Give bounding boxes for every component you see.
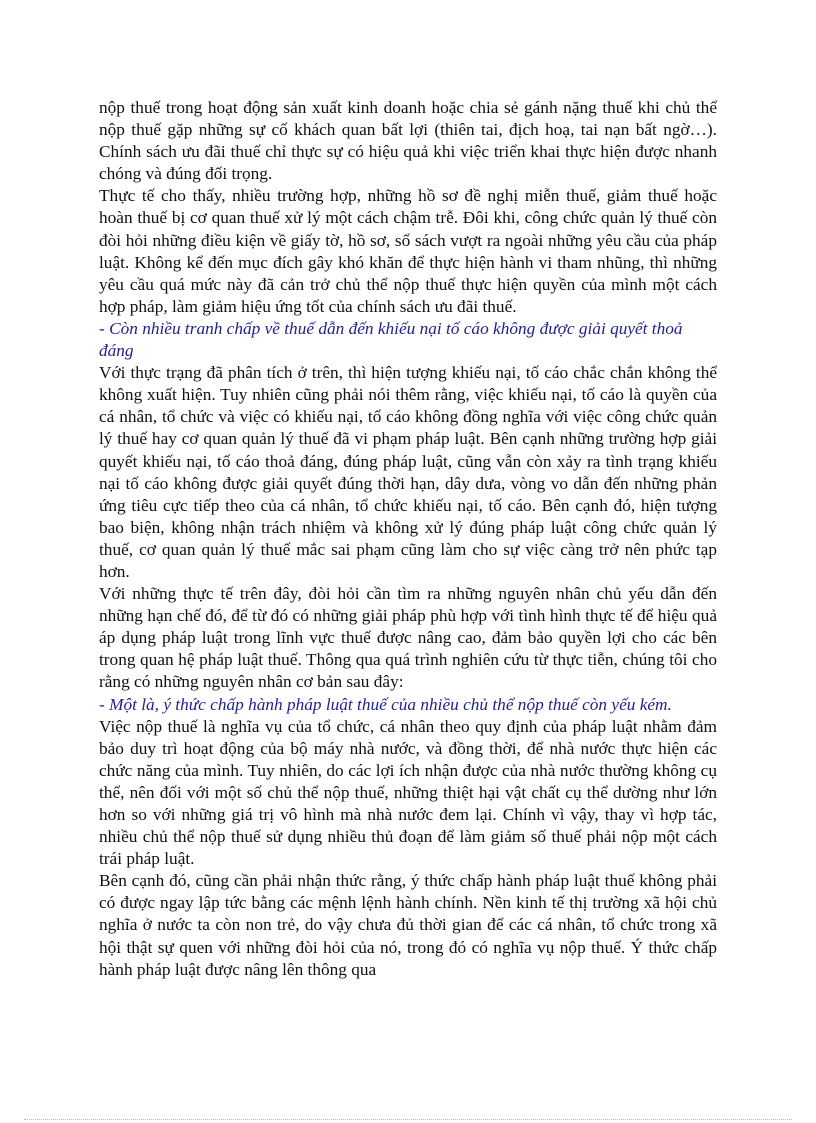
paragraph: Bên cạnh đó, cũng cần phải nhận thức rằng, ý thức chấp hành pháp luật thuế không phải có được ngay lập tức bằng các mệnh lệnh hành chính. Nền kinh tế thị trường xã hội chủ nghĩa ở nước ta còn non trẻ, do vậy chưa đủ thời gian để các cá nhân, tổ chức trong xã hội thật sự quen với những đòi hỏi của nó, trong đó có nghĩa vụ nộp thuế. Ý thức chấp hành pháp luật được nâng lên thông qua <box>99 871 717 979</box>
section-heading: - Còn nhiều tranh chấp về thuế dẫn đến khiếu nại tố cáo không được giải quyết thoả đáng <box>99 318 683 361</box>
paragraph: Với thực trạng đã phân tích ở trên, thì hiện tượng khiếu nại, tố cáo chắc chắn không thể không xuất hiện. Tuy nhiên cũng phải nói thêm rằng, việc khiếu nại, tố cáo là quyền của cá nhân, tổ chức và việc có khiếu nại, tố cáo không đồng nghĩa với việc công chức quản lý thuế hay cơ quan quản lý thuế đã vi phạm pháp luật. Bên cạnh những trường hợp giải quyết khiếu nại, tố cáo thoả đáng, đúng pháp luật, cũng vẫn còn xảy ra tình trạng khiếu nại tố cáo không được giải quyết đúng thời hạn, dây dưa, vòng vo dẫn đến những phản ứng tiêu cực tiếp theo của cá nhân, tổ chức khiếu nại, tố cáo. Bên cạnh đó, hiện tượng bao biện, không nhận trách nhiệm và không xử lý đúng pháp luật công chức quản lý thuế, cơ quan quản lý thuế mắc sai phạm cũng làm cho sự việc càng trở nên phức tạp hơn. <box>99 363 717 581</box>
document-page <box>99 97 717 981</box>
page-bottom-divider <box>24 1119 792 1120</box>
paragraph: Việc nộp thuế là nghĩa vụ của tổ chức, cá nhân theo quy định của pháp luật nhằm đảm bảo duy trì hoạt động của bộ máy nhà nước, và đồng thời, để nhà nước thực hiện các chức năng của mình. Tuy nhiên, do các lợi ích nhận được của nhà nước thường không cụ thể, nên đối với một số chủ thể nộp thuế, những thiệt hại vật chất cụ thể dường như lớn hơn so với những giá trị vô hình mà nhà nước đem lại. Chính vì vậy, thay vì hợp tác, nhiều chủ thể nộp thuế sử dụng nhiều thủ đoạn để làm giảm số thuế phải nộp một cách trái pháp luật. <box>99 716 717 869</box>
paragraph: Với những thực tế trên đây, đòi hỏi cần tìm ra những nguyên nhân chủ yếu dẫn đến những hạn chế đó, để từ đó có những giải pháp phù hợp với tình hình thực tế để hiệu quả áp dụng pháp luật trong lĩnh vực thuế được nâng cao, đảm bảo quyền lợi cho các bên trong quan hệ pháp luật thuế. Thông qua quá trình nghiên cứu từ thực tiễn, chúng tôi cho rằng có những nguyên nhân cơ bản sau đây: <box>99 584 717 692</box>
paragraph: Thực tế cho thấy, nhiều trường hợp, những hồ sơ đề nghị miễn thuế, giảm thuế hoặc hoàn thuế bị cơ quan thuế xử lý một cách chậm trễ. Đôi khi, công chức quản lý thuế còn đòi hỏi những điều kiện về giấy tờ, hồ sơ, sổ sách vượt ra ngoài những yêu cầu của pháp luật. Không kể đến mục đích gây khó khăn để thực hiện hành vi tham nhũng, thì những yêu cầu quá mức này đã cản trở chủ thể nộp thuế thực hiện quyền của mình một cách hợp pháp, làm giảm hiệu ứng tốt của chính sách ưu đãi thuế. <box>99 186 717 316</box>
section-heading: - Một là, ý thức chấp hành pháp luật thuế của nhiều chủ thể nộp thuế còn yếu kém. <box>99 694 672 714</box>
paragraph: nộp thuế trong hoạt động sản xuất kinh doanh hoặc chia sẻ gánh nặng thuế khi chủ thể nộp thuế gặp những sự cố khách quan bất lợi (thiên tai, địch hoạ, tai nạn bất ngờ…). Chính sách ưu đãi thuế chỉ thực sự có hiệu quả khi việc triển khai thực hiện được nhanh chóng và đúng đối trọng. <box>99 98 717 184</box>
